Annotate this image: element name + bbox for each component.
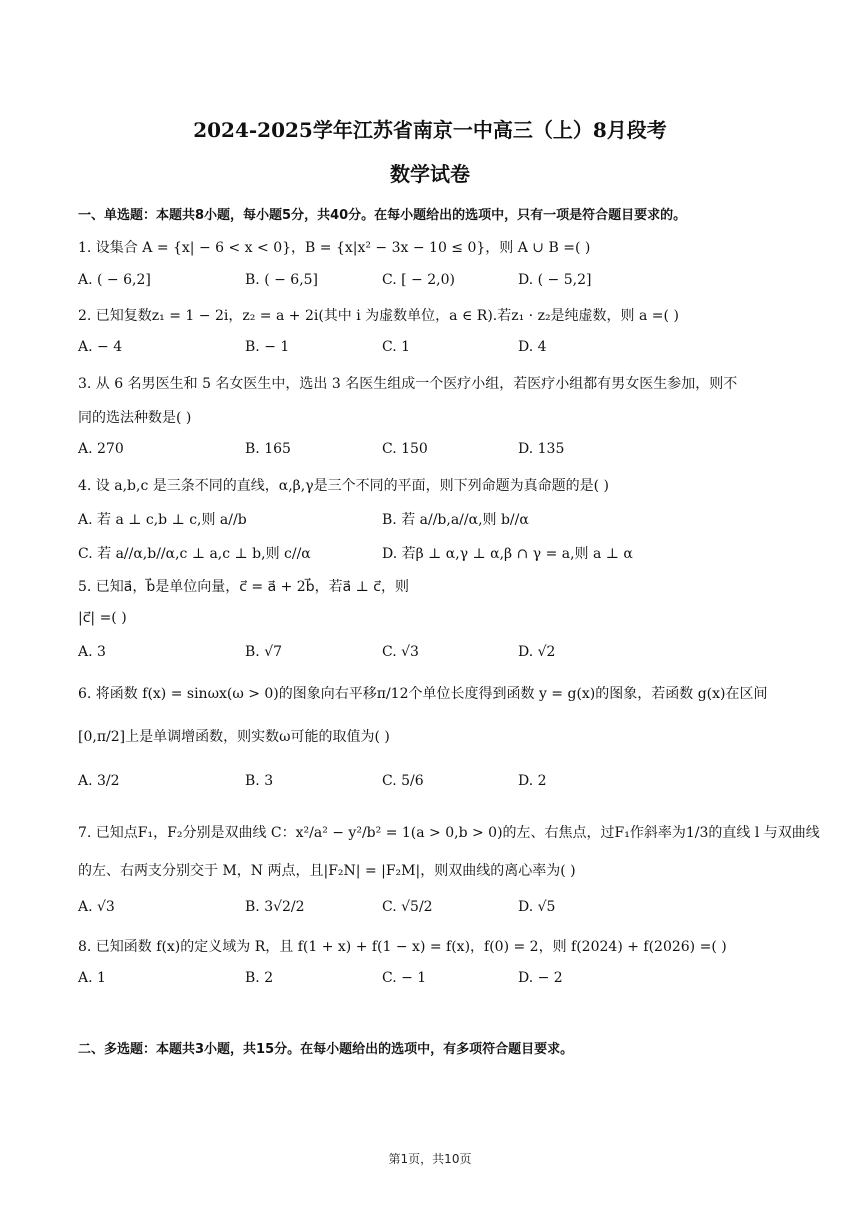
question-5-option-c: C. √3 [382,644,419,660]
question-3-text-line2: 同的选法种数是( ) [78,410,192,426]
question-6-option-c: C. 5/6 [382,773,424,789]
question-3-text-line1: 3. 从 6 名男医生和 5 名女医生中，选出 3 名医生组成一个医疗小组，若医疗小组都有男女医生参加，则不 [78,376,738,392]
question-4-option-c: C. 若 a//α,b//α,c ⊥ a,c ⊥ b,则 c//α [78,546,311,562]
page-footer: 第1页，共10页 [388,1152,472,1166]
question-3-option-a: A. 270 [78,441,124,457]
question-3-option-b: B. 165 [245,441,291,457]
section1-header: 一、单选题：本题共8小题，每小题5分，共40分。在每小题给出的选项中，只有一项是符合题目要求的。 [78,208,687,223]
question-8-option-c: C. − 1 [382,970,427,986]
question-2-option-b: B. − 1 [245,339,290,355]
question-7-option-c: C. √5/2 [382,899,433,915]
question-6-option-b: B. 3 [245,773,274,789]
question-2-option-d: D. 4 [518,339,547,355]
section2-header: 二、多选题：本题共3小题，共15分。在每小题给出的选项中，有多项符合题目要求。 [78,1042,574,1057]
question-7-option-a: A. √3 [78,899,115,915]
question-3-option-d: D. 135 [518,441,565,457]
question-7-option-d: D. √5 [518,899,556,915]
question-7-text-line1: 7. 已知点F₁，F₂分别是双曲线 C：x²/a² − y²/b² = 1(a > 0,b > 0)的左、右焦点，过F₁作斜率为1/3的直线 l 与双曲线 [78,825,820,841]
question-6-option-d: D. 2 [518,773,547,789]
exam-subtitle: 数学试卷 [390,162,470,186]
question-5-option-a: A. 3 [78,644,106,660]
question-5-option-d: D. √2 [518,644,556,660]
question-8-option-b: B. 2 [245,970,274,986]
question-6-option-a: A. 3/2 [78,773,120,789]
question-1-option-a: A. ( − 6,2] [78,272,151,288]
question-4-option-b: B. 若 a//b,a//α,则 b//α [382,512,529,528]
question-2-option-c: C. 1 [382,339,411,355]
question-1-option-b: B. ( − 6,5] [245,272,319,288]
question-1-text: 1. 设集合 A = {x| − 6 < x < 0}，B = {x|x² − 3x − 10 ≤ 0}，则 A ∪ B =( ) [78,240,591,256]
question-3-option-c: C. 150 [382,441,428,457]
question-4-option-a: A. 若 a ⊥ c,b ⊥ c,则 a//b [78,512,247,528]
question-6-text-line1: 6. 将函数 f(x) = sinωx(ω > 0)的图象向右平移π/12个单位长度得到函数 y = g(x)的图象，若函数 g(x)在区间 [78,686,768,702]
question-2-text: 2. 已知复数z₁ = 1 − 2i，z₂ = a + 2i(其中 i 为虚数单位，a ∈ R).若z₁ · z₂是纯虚数，则 a =( ) [78,308,679,324]
question-5-text-line1: 5. 已知a⃗，b⃗是单位向量，c⃗ = a⃗ + 2b⃗，若a⃗ ⊥ c⃗，则 [78,579,409,595]
question-8-option-d: D. − 2 [518,970,563,986]
exam-title: 2024-2025学年江苏省南京一中高三（上）8月段考 [193,118,667,142]
question-7-text-line2: 的左、右两支分别交于 M，N 两点，且|F₂N| = |F₂M|，则双曲线的离心率为( ) [78,863,576,879]
question-2-option-a: A. − 4 [78,339,123,355]
question-4-option-d: D. 若β ⊥ α,γ ⊥ α,β ∩ γ = a,则 a ⊥ α [382,546,633,562]
question-8-text: 8. 已知函数 f(x)的定义域为 R，且 f(1 + x) + f(1 − x) = f(x)，f(0) = 2，则 f(2024) + f(2026) =( ) [78,939,727,955]
question-1-option-d: D. ( − 5,2] [518,272,592,288]
question-6-text-line2: [0,π/2]上是单调增函数，则实数ω可能的取值为( ) [78,729,390,745]
question-7-option-b: B. 3√2/2 [245,899,305,915]
question-8-option-a: A. 1 [78,970,106,986]
question-4-text: 4. 设 a,b,c 是三条不同的直线，α,β,γ是三个不同的平面，则下列命题为真命题的是( ) [78,478,609,494]
question-1-option-c: C. [ − 2,0) [382,272,455,288]
question-5-text-line2: |c⃗| =( ) [78,610,127,626]
question-5-option-b: B. √7 [245,644,283,660]
